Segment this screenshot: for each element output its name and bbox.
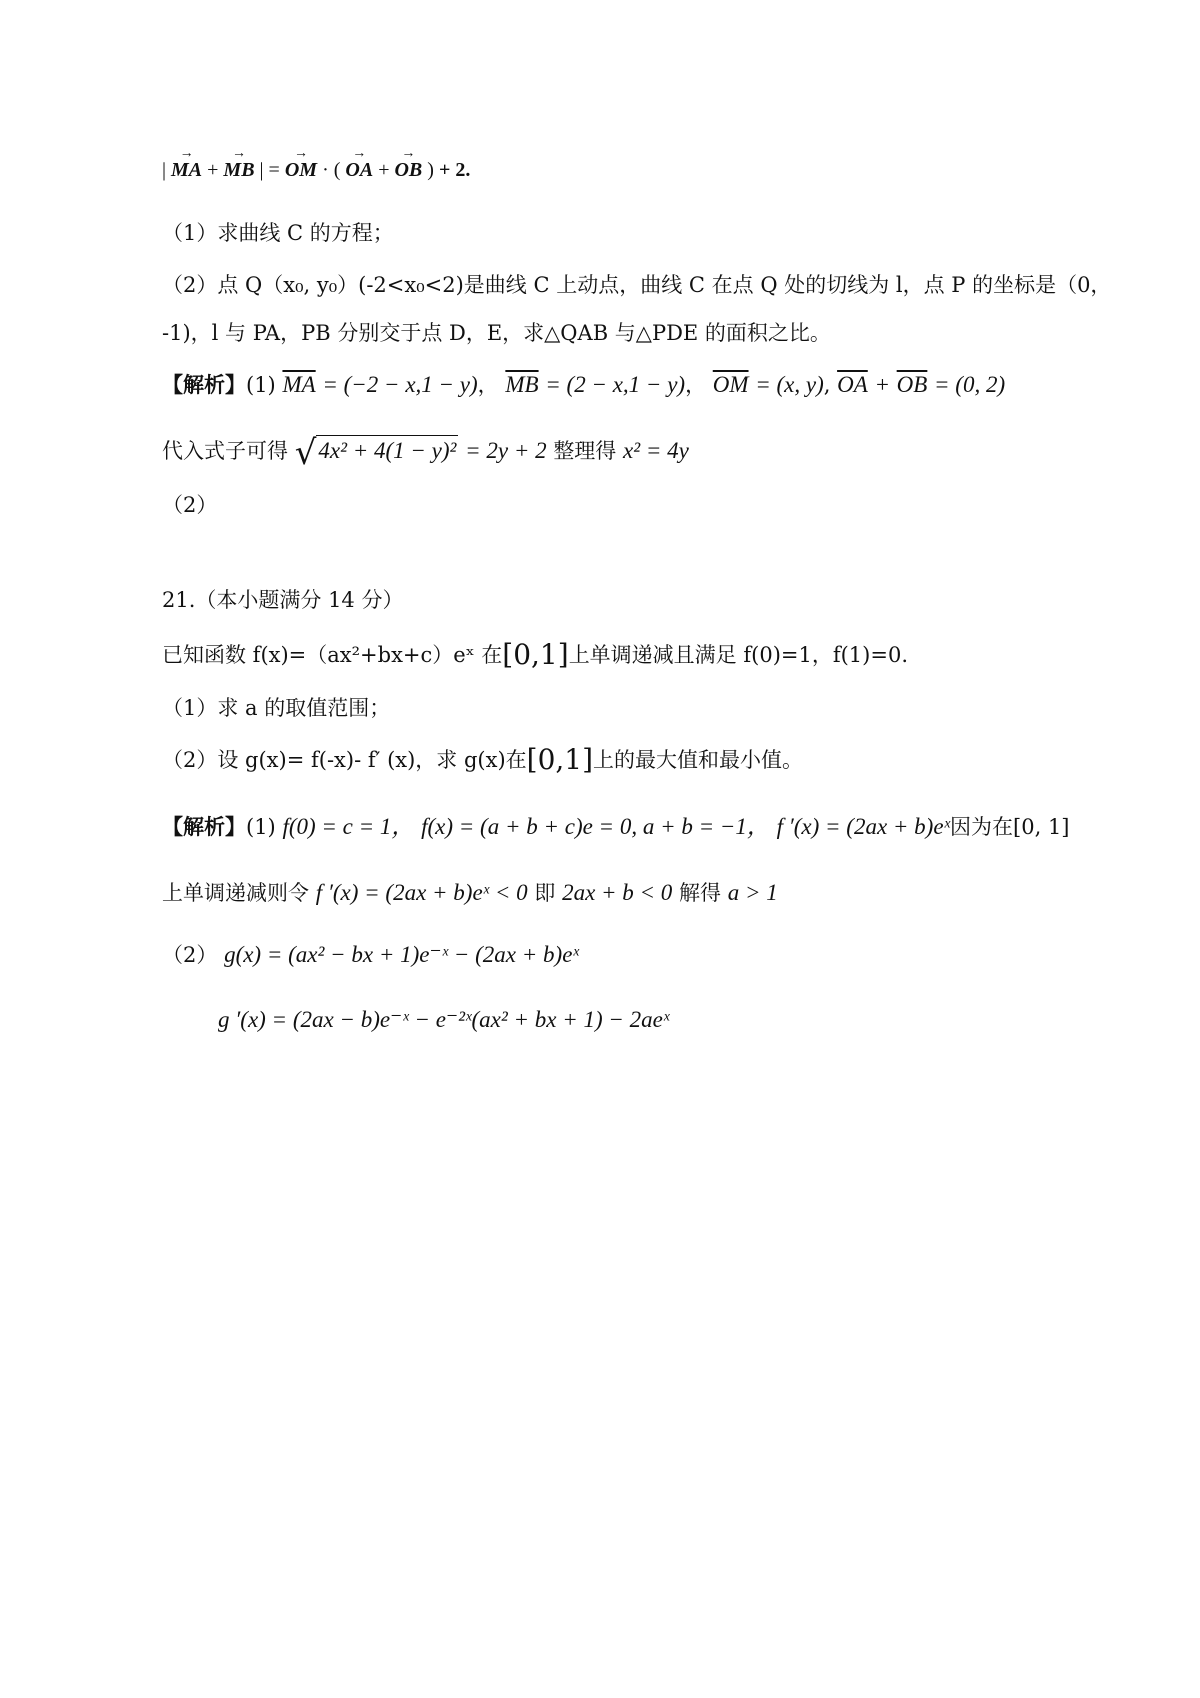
condition-tail: + 2. bbox=[438, 159, 471, 181]
simplify-text: 整理得 bbox=[553, 439, 617, 463]
solve-text: 解得 bbox=[679, 881, 721, 905]
radicand: 4x² + 4(1 − y)² bbox=[316, 435, 458, 466]
mb-expr: = (2 − x,1 − y) bbox=[545, 372, 686, 397]
fprime-ineq: f ′(x) = (2ax + b)eˣ < 0 bbox=[315, 880, 528, 905]
vec-mb: MB → bbox=[223, 155, 254, 185]
answer-2-line-1 bbox=[162, 940, 579, 970]
because-text: 因为在 bbox=[950, 815, 1014, 839]
solution-tag: 【解析】 bbox=[162, 814, 246, 839]
substitution-line bbox=[162, 433, 689, 473]
solution-tag: 【解析】 bbox=[162, 372, 246, 397]
question-2-line-2: -1)，l 与 PA，PB 分别交于点 D，E，求△QAB 与△PDE 的面积之比。 bbox=[162, 321, 831, 345]
problem-21-q1: （1）求 a 的取值范围； bbox=[162, 696, 391, 720]
interval: [0,1] bbox=[502, 638, 569, 671]
linear-ineq: 2ax + b < 0 bbox=[562, 880, 673, 905]
vector-oa: $\overline{OA}$ bbox=[837, 372, 868, 397]
question-2-line-1: （2）点 Q（x₀, y₀）(-2<x₀<2)是曲线 C 上动点，曲线 C 在点 Q 处的切线为 l，点 P 的坐标是（0， bbox=[162, 273, 1112, 297]
answer-1-line-2 bbox=[162, 878, 778, 908]
sum-expr: = (0, 2) bbox=[934, 372, 1006, 397]
problem-21-header: 21.（本小题满分 14 分） bbox=[162, 588, 404, 612]
q2-pre: （2）设 g(x)= f(-x)- f′ (x)，求 g(x)在 bbox=[162, 748, 527, 772]
answer-1-line-1 bbox=[162, 812, 1070, 842]
part-label: (1) bbox=[246, 373, 276, 397]
f1-expr: f(x) = (a + b + c)e = 0, a + b = −1， bbox=[421, 814, 770, 839]
gprime-expr: g ′(x) = (2ax − b)e⁻ˣ − e⁻²ˣ(ax² + bx + 1) − 2aeˣ bbox=[218, 1007, 670, 1032]
interval: [0, 1] bbox=[1013, 815, 1070, 839]
vector-ob: $\overline{OB}$ bbox=[896, 372, 928, 397]
om-expr: = (x, y) bbox=[755, 372, 824, 397]
fprime-expr: f ′(x) = (2ax + b)eˣ bbox=[776, 814, 951, 839]
that-is-text: 即 bbox=[534, 881, 556, 905]
decreasing-text: 上单调递减则令 bbox=[162, 881, 309, 905]
answer-2-line-2 bbox=[218, 1005, 669, 1035]
ma-expr: = (−2 − x,1 − y) bbox=[322, 372, 478, 397]
vector-ma: $\overline{MA}$ bbox=[282, 372, 316, 397]
sqrt-icon: √ bbox=[294, 433, 317, 473]
vector-condition: | MA → + MB → | = OM → · ( OA → + OB → ) + 2. bbox=[162, 155, 470, 185]
vec-om: OM → bbox=[285, 155, 317, 185]
statement-post: 上单调递减且满足 f(0)=1，f(1)=0. bbox=[568, 643, 908, 667]
vector-om: $\overline{OM}$ bbox=[712, 372, 749, 397]
interval: [0,1] bbox=[526, 743, 594, 776]
f0-expr: f(0) = c = 1， bbox=[282, 814, 415, 839]
curve-equation: x² = 4y bbox=[623, 438, 689, 463]
vec-ma: MA → bbox=[171, 155, 202, 185]
problem-21-statement bbox=[162, 640, 908, 670]
solution-1-vectors: 【解析】(1) $\overline{MA} = (-2 - x,1 - y)$， $\overline{MB} = (2 - x,1 - y)$， $\overline{OM} = (x$, y), $\overline{OA} + \overline{OB} = (0$, 2) bbox=[162, 372, 1006, 397]
statement-pre: 已知函数 f(x)=（ax²+bx+c）eˣ 在 bbox=[162, 643, 503, 667]
part-label: (1) bbox=[246, 815, 276, 839]
question-1: （1）求曲线 C 的方程； bbox=[162, 221, 394, 245]
a-range: a > 1 bbox=[727, 880, 778, 905]
vector-mb: $\overline{MB}$ bbox=[505, 372, 539, 397]
substitution-text: 代入式子可得 bbox=[162, 439, 288, 463]
problem-21-q2 bbox=[162, 745, 803, 775]
solution-2-label: （2） bbox=[162, 493, 218, 517]
vec-ob: OB → bbox=[394, 155, 422, 185]
g-expr: g(x) = (ax² − bx + 1)e⁻ˣ − (2ax + b)eˣ bbox=[224, 942, 579, 967]
rhs: = 2y + 2 bbox=[465, 438, 547, 463]
vec-oa: OA → bbox=[345, 155, 373, 185]
part-label: （2） bbox=[162, 943, 218, 967]
q2-post: 上的最大值和最小值。 bbox=[593, 748, 804, 772]
